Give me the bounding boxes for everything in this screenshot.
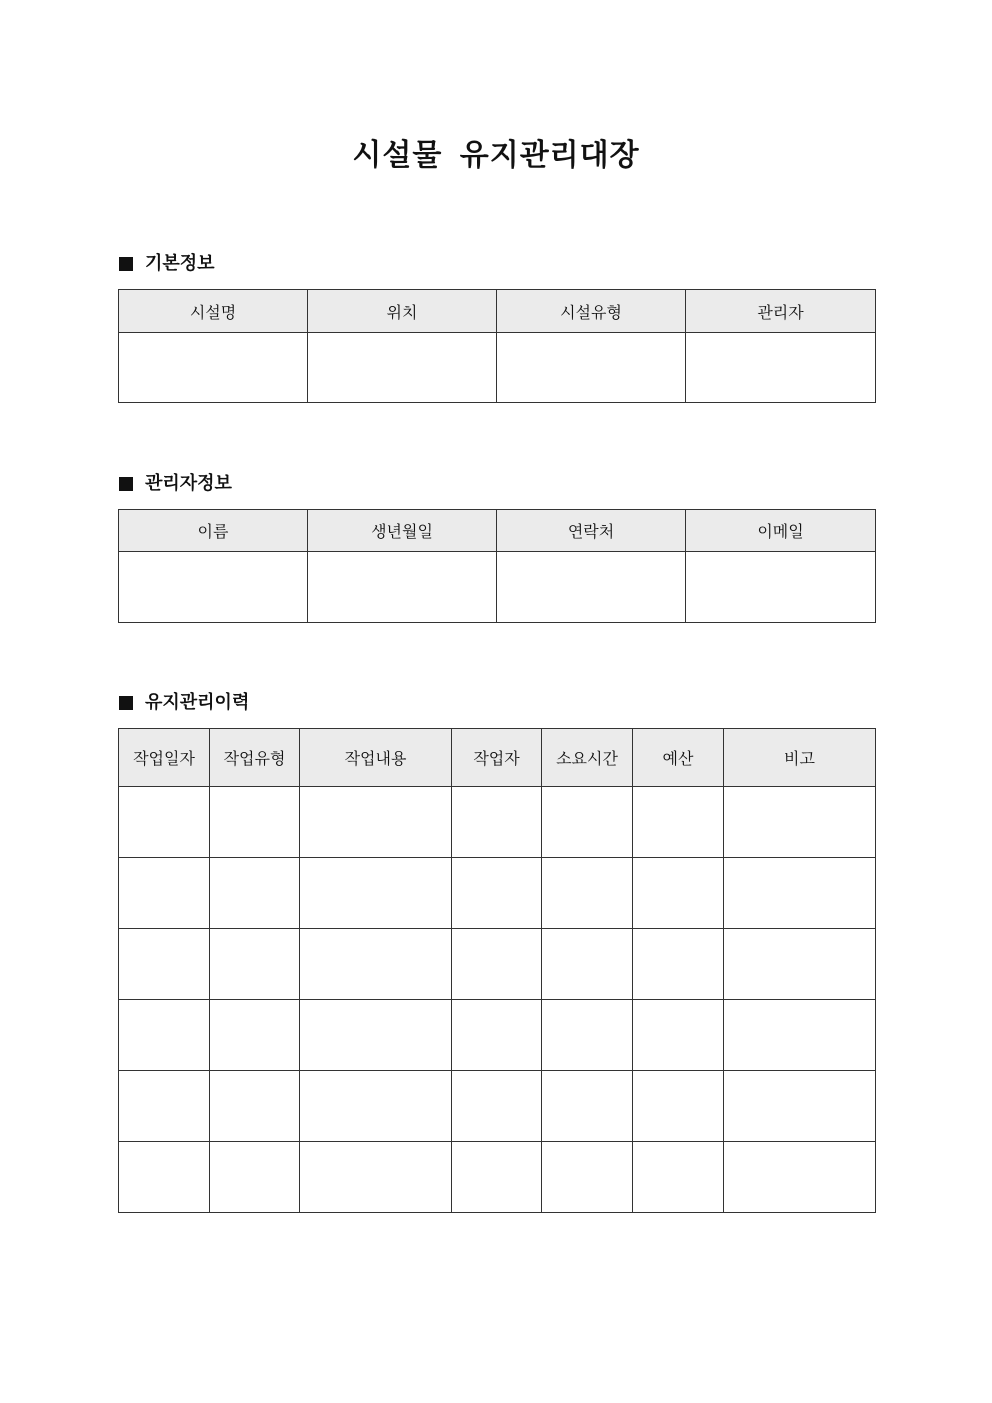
column-header-budget: 예산 — [633, 729, 724, 787]
section-heading-manager-label: 관리자정보 — [145, 473, 232, 494]
input-cell-worker[interactable] — [452, 858, 542, 929]
input-cell-work-type[interactable] — [210, 787, 300, 858]
input-cell-duration[interactable] — [542, 1142, 633, 1213]
input-cell-work-content[interactable] — [300, 1071, 452, 1142]
input-cell-duration[interactable] — [542, 1000, 633, 1071]
input-cell-duration[interactable] — [542, 787, 633, 858]
column-header-facility-type: 시설유형 — [497, 290, 686, 333]
section-heading-history-label: 유지관리이력 — [145, 692, 250, 713]
input-cell-work-date[interactable] — [119, 858, 210, 929]
column-header-contact: 연락처 — [497, 510, 686, 552]
input-cell-duration[interactable] — [542, 1071, 633, 1142]
input-cell-work-type[interactable] — [210, 929, 300, 1000]
input-cell-work-content[interactable] — [300, 787, 452, 858]
section-heading-basic — [119, 252, 215, 276]
table-row — [119, 333, 876, 403]
input-cell-work-date[interactable] — [119, 1142, 210, 1213]
input-cell-worker[interactable] — [452, 929, 542, 1000]
maintenance-history-table — [118, 728, 876, 1213]
table-row — [119, 1071, 876, 1142]
table-row — [119, 929, 876, 1000]
input-cell-budget[interactable] — [633, 858, 724, 929]
input-cell-worker[interactable] — [452, 1142, 542, 1213]
input-cell-work-type[interactable] — [210, 1071, 300, 1142]
input-cell-budget[interactable] — [633, 1142, 724, 1213]
column-header-work-date: 작업일자 — [119, 729, 210, 787]
input-cell-work-type[interactable] — [210, 1142, 300, 1213]
column-header-location: 위치 — [308, 290, 497, 333]
input-cell-work-date[interactable] — [119, 787, 210, 858]
input-cell-work-date[interactable] — [119, 929, 210, 1000]
column-header-work-type: 작업유형 — [210, 729, 300, 787]
input-cell-duration[interactable] — [542, 929, 633, 1000]
table-header-row — [119, 290, 876, 333]
input-cell-name[interactable] — [119, 552, 308, 623]
table-header-row — [119, 729, 876, 787]
input-cell-remarks[interactable] — [724, 787, 876, 858]
input-cell-worker[interactable] — [452, 1071, 542, 1142]
square-bullet-icon — [119, 696, 133, 710]
input-cell-work-type[interactable] — [210, 858, 300, 929]
input-cell-facility-type[interactable] — [497, 333, 686, 403]
input-cell-location[interactable] — [308, 333, 497, 403]
section-heading-history — [119, 691, 249, 715]
table-row — [119, 1000, 876, 1071]
column-header-manager: 관리자 — [686, 290, 876, 333]
table-row — [119, 858, 876, 929]
input-cell-worker[interactable] — [452, 1000, 542, 1071]
section-heading-manager — [119, 472, 232, 496]
input-cell-facility-name[interactable] — [119, 333, 308, 403]
square-bullet-icon — [119, 257, 133, 271]
input-cell-birthdate[interactable] — [308, 552, 497, 623]
input-cell-work-date[interactable] — [119, 1000, 210, 1071]
input-cell-contact[interactable] — [497, 552, 686, 623]
column-header-name: 이름 — [119, 510, 308, 552]
input-cell-work-content[interactable] — [300, 929, 452, 1000]
column-header-worker: 작업자 — [452, 729, 542, 787]
table-row — [119, 787, 876, 858]
column-header-duration: 소요시간 — [542, 729, 633, 787]
input-cell-work-content[interactable] — [300, 1142, 452, 1213]
column-header-email: 이메일 — [686, 510, 876, 552]
input-cell-budget[interactable] — [633, 787, 724, 858]
basic-info-table — [118, 289, 876, 403]
input-cell-remarks[interactable] — [724, 1142, 876, 1213]
input-cell-work-content[interactable] — [300, 858, 452, 929]
input-cell-budget[interactable] — [633, 929, 724, 1000]
input-cell-manager[interactable] — [686, 333, 876, 403]
input-cell-work-content[interactable] — [300, 1000, 452, 1071]
section-heading-basic-label: 기본정보 — [145, 253, 215, 274]
input-cell-email[interactable] — [686, 552, 876, 623]
input-cell-budget[interactable] — [633, 1000, 724, 1071]
manager-info-table — [118, 509, 876, 623]
input-cell-remarks[interactable] — [724, 929, 876, 1000]
table-header-row — [119, 510, 876, 552]
input-cell-remarks[interactable] — [724, 858, 876, 929]
column-header-facility-name: 시설명 — [119, 290, 308, 333]
column-header-work-content: 작업내용 — [300, 729, 452, 787]
input-cell-work-type[interactable] — [210, 1000, 300, 1071]
input-cell-duration[interactable] — [542, 858, 633, 929]
square-bullet-icon — [119, 477, 133, 491]
input-cell-remarks[interactable] — [724, 1000, 876, 1071]
page-title: 시설물 유지관리대장 — [352, 138, 640, 173]
input-cell-worker[interactable] — [452, 787, 542, 858]
input-cell-work-date[interactable] — [119, 1071, 210, 1142]
input-cell-budget[interactable] — [633, 1071, 724, 1142]
column-header-remarks: 비고 — [724, 729, 876, 787]
input-cell-remarks[interactable] — [724, 1071, 876, 1142]
column-header-birthdate: 생년월일 — [308, 510, 497, 552]
table-row — [119, 552, 876, 623]
table-row — [119, 1142, 876, 1213]
